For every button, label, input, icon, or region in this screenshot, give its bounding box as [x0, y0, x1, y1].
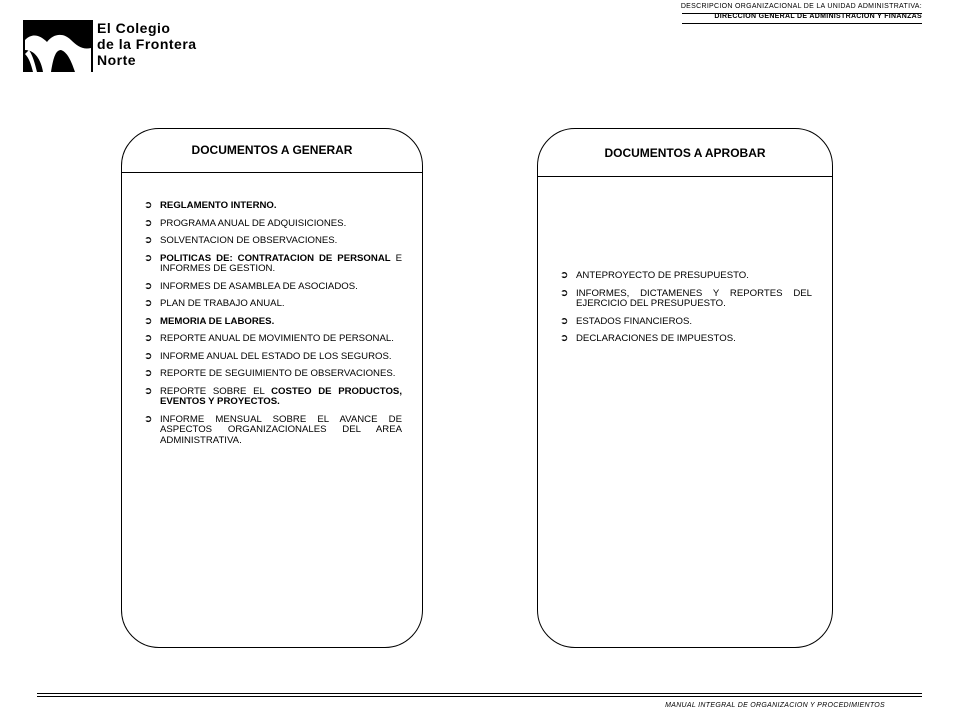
logo-line-1: El Colegio — [97, 20, 171, 36]
panel-documentos-generar — [121, 128, 423, 648]
arrow-bullet-icon: ➲ — [560, 287, 569, 299]
item-text: INFORMES, DICTAMENES Y REPORTES DEL EJERCICIO DEL PRESUPUESTO. — [576, 287, 812, 309]
list-item — [560, 289, 812, 310]
item-text-bold: COSTEO DE PRODUCTOS, EVENTOS Y PROYECTOS. — [160, 385, 402, 407]
item-text: REPORTE SOBRE EL — [160, 385, 272, 397]
item-text: PLAN DE TRABAJO ANUAL. — [160, 298, 285, 309]
arrow-bullet-icon: ➲ — [144, 413, 153, 425]
arrow-bullet-icon: ➲ — [144, 368, 153, 379]
item-text: SOLVENTACION DE OBSERVACIONES. — [160, 235, 338, 246]
arrow-bullet-icon: ➲ — [144, 200, 153, 211]
arrow-bullet-icon: ➲ — [144, 333, 153, 344]
logo-wordmark — [97, 20, 197, 68]
list-item — [144, 219, 402, 230]
header-line-1: DESCRIPCION ORGANIZACIONAL DE LA UNIDAD ADMINISTRATIVA: — [680, 3, 922, 10]
list-item — [144, 415, 402, 447]
list-aprobar — [560, 271, 812, 352]
arrow-bullet-icon: ➲ — [144, 252, 153, 264]
document-header — [681, 2, 922, 22]
list-item — [560, 334, 812, 345]
item-text: REPORTE DE SEGUIMIENTO DE OBSERVACIONES. — [160, 368, 396, 379]
panel-documentos-aprobar — [537, 128, 833, 648]
item-text: REGLAMENTO INTERNO. — [160, 200, 277, 211]
item-text: ESTADOS FINANCIEROS. — [576, 315, 693, 327]
arrow-bullet-icon: ➲ — [144, 385, 153, 397]
item-text: INFORMES DE ASAMBLEA DE ASOCIADOS. — [160, 280, 358, 292]
panel-title-aprobar: DOCUMENTOS A APROBAR — [538, 129, 832, 177]
item-text: INFORME ANUAL DEL ESTADO DE LOS SEGUROS. — [160, 350, 392, 362]
footer-rule-bottom — [37, 696, 922, 697]
list-item — [560, 317, 812, 328]
list-item — [144, 201, 402, 212]
list-item — [144, 369, 402, 380]
list-item — [144, 254, 402, 275]
list-item — [144, 334, 402, 345]
logo-line-3: Norte — [97, 52, 137, 68]
logo-mark — [23, 20, 93, 72]
header-line-2: DIRECCION GENERAL DE ADMINISTRACION Y FINANZAS — [714, 13, 922, 20]
item-text: INFORME MENSUAL SOBRE EL AVANCE DE ASPECTOS ORGANIZACIONALES DEL AREA ADMINISTRATIVA. — [160, 413, 402, 446]
list-item — [144, 236, 402, 247]
arrow-bullet-icon: ➲ — [144, 235, 153, 246]
list-item — [560, 271, 812, 282]
list-item — [144, 317, 402, 328]
list-item — [144, 352, 402, 363]
item-text: ANTEPROYECTO DE PRESUPUESTO. — [576, 270, 749, 281]
header-rule-top — [682, 13, 922, 14]
header-rule-bottom — [682, 23, 922, 24]
arrow-bullet-icon: ➲ — [144, 315, 153, 327]
arrow-bullet-icon: ➲ — [560, 333, 569, 344]
arrow-bullet-icon: ➲ — [560, 315, 569, 327]
list-item — [144, 282, 402, 293]
item-text: PROGRAMA ANUAL DE ADQUISICIONES. — [160, 217, 347, 229]
item-text-bold: POLITICAS DE: CONTRATACION DE PERSONAL — [160, 252, 391, 264]
footer-rule-top — [37, 693, 922, 694]
item-text: REPORTE ANUAL DE MOVIMIENTO DE PERSONAL. — [160, 333, 394, 344]
item-text: DECLARACIONES DE IMPUESTOS. — [576, 333, 736, 344]
footer-text: MANUAL INTEGRAL DE ORGANIZACION Y PROCEDIMIENTOS — [665, 702, 885, 709]
arrow-bullet-icon: ➲ — [144, 280, 153, 292]
arrow-bullet-icon: ➲ — [560, 270, 569, 281]
item-text: E INFORMES DE GESTION. — [160, 252, 402, 274]
arrow-bullet-icon: ➲ — [144, 217, 153, 229]
arrow-bullet-icon: ➲ — [144, 350, 153, 362]
list-item — [144, 387, 402, 408]
logo-line-2: de la Frontera — [97, 36, 197, 52]
list-generar — [144, 201, 402, 453]
panel-title-generar: DOCUMENTOS A GENERAR — [122, 129, 422, 173]
arrow-bullet-icon: ➲ — [144, 298, 153, 309]
list-item — [144, 299, 402, 310]
item-text-bold: MEMORIA DE LABORES. — [160, 315, 275, 327]
